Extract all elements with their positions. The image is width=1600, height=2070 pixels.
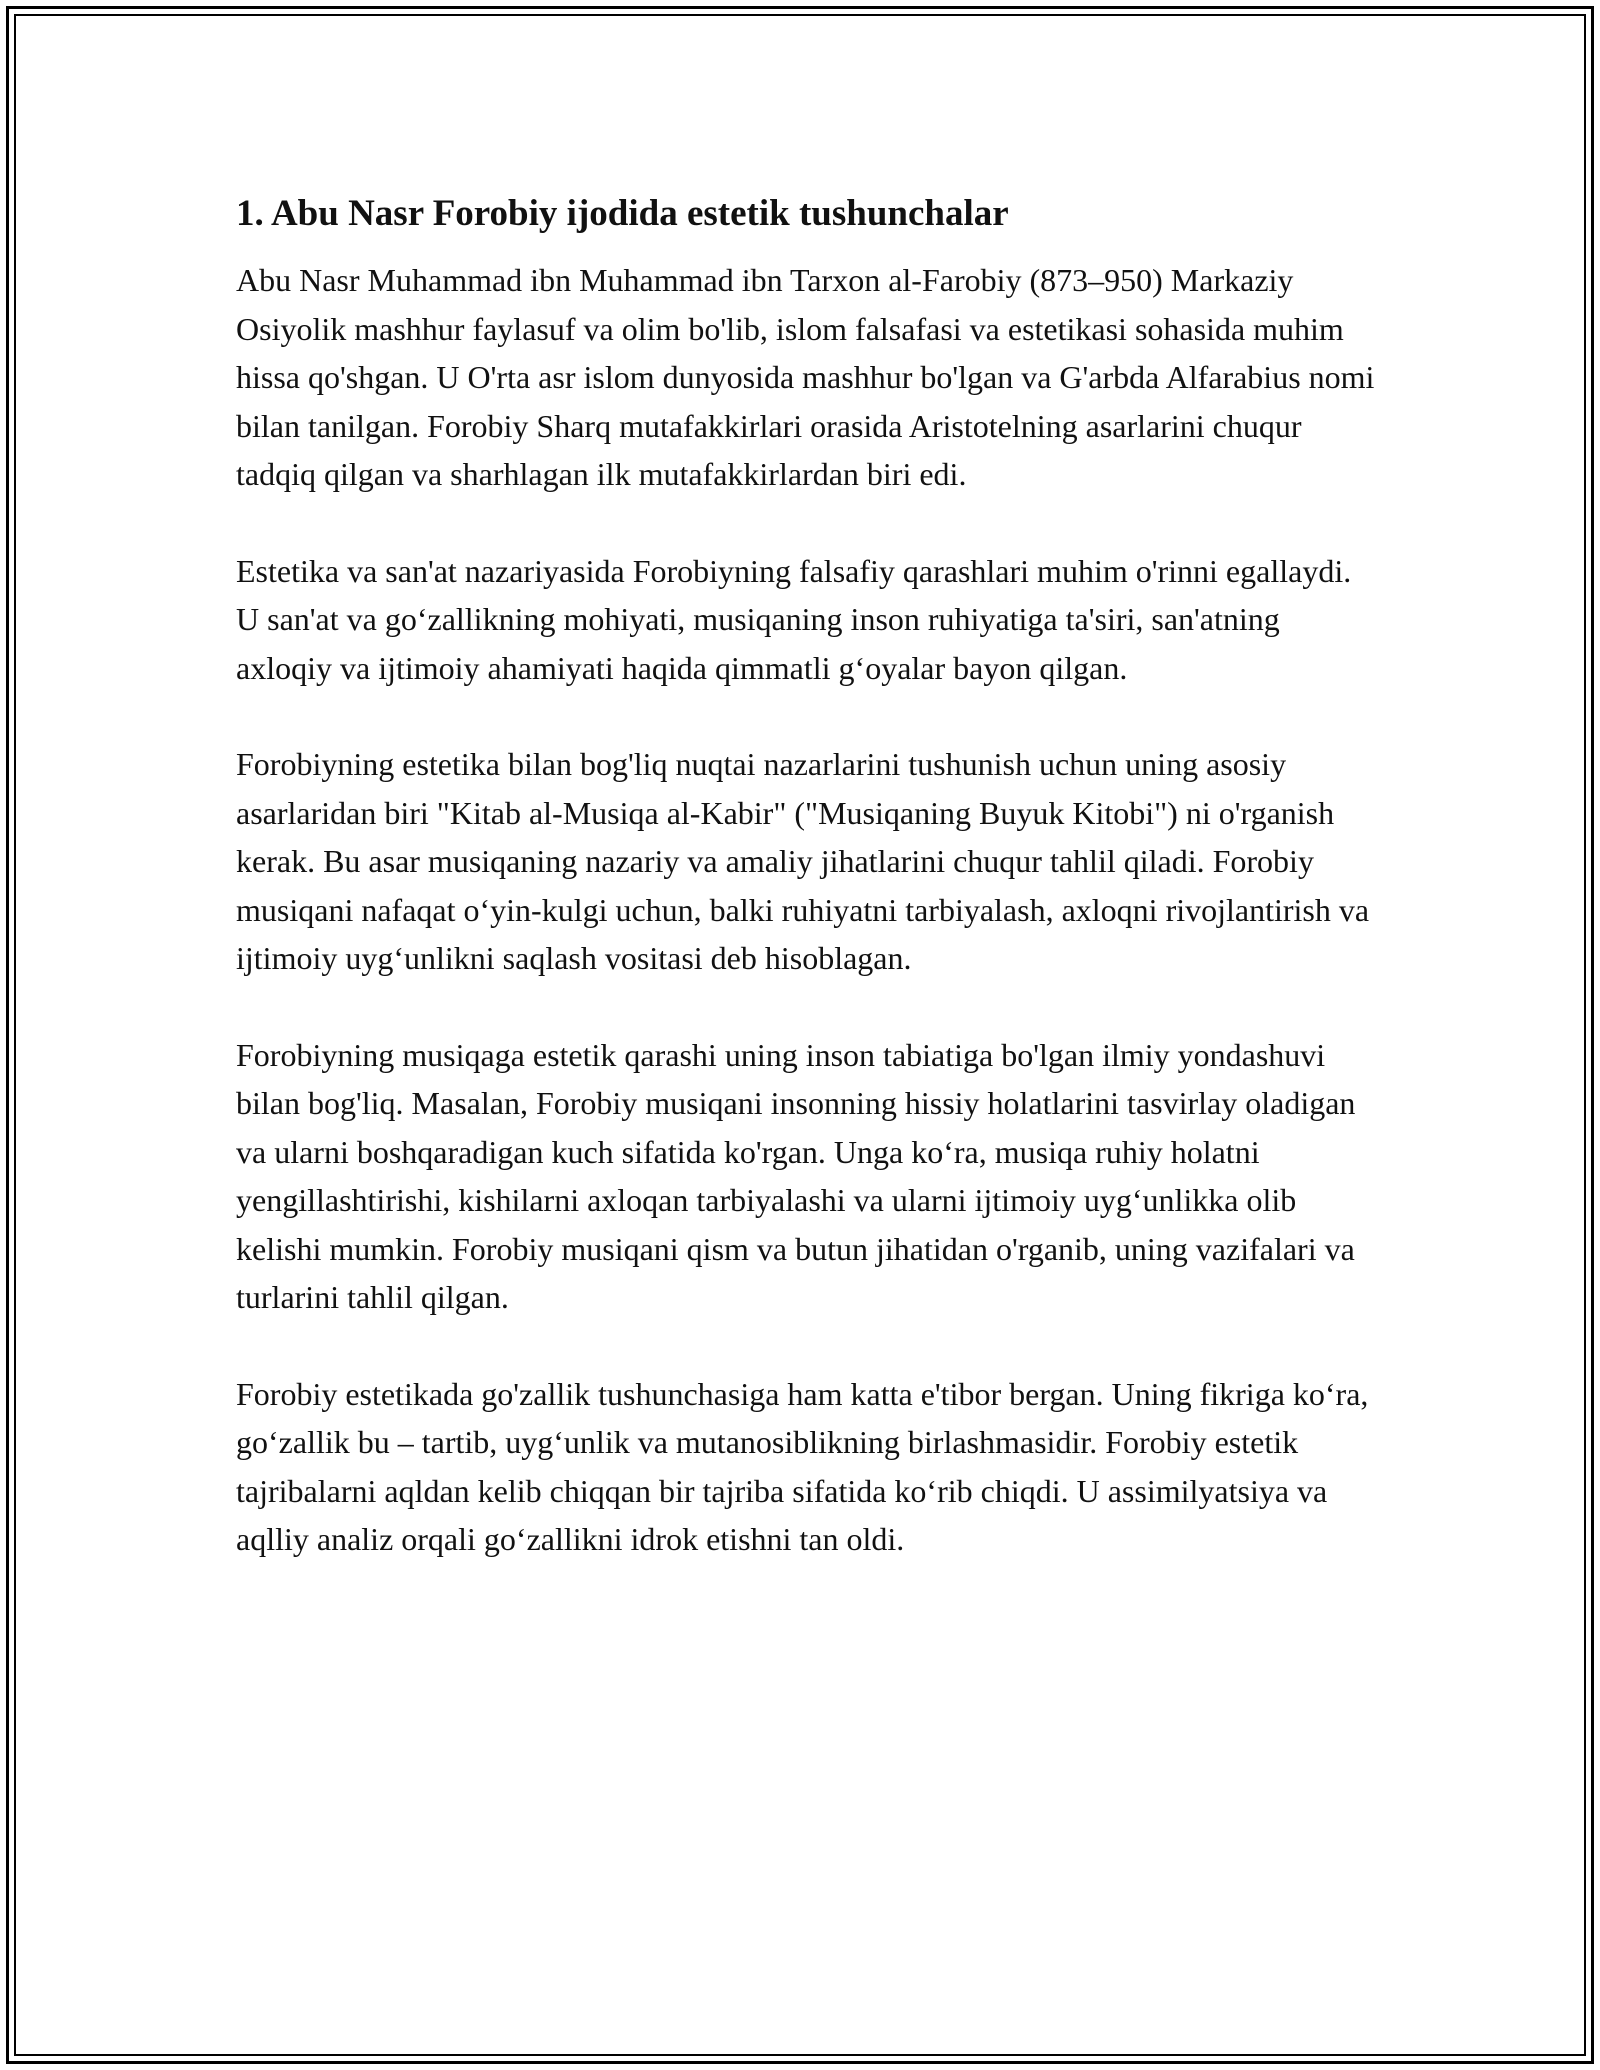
section-heading: 1. Abu Nasr Forobiy ijodida estetik tushunchalar xyxy=(236,193,1009,234)
paragraph-music-view: Forobiyning musiqaga estetik qarashi uning inson tabiatiga bo'lgan ilmiy yondashuvi bilan bog'liq. Masalan, Forobiy musiqani insonning hissiy holatlarini tasvirlay oladigan va ularni boshqaradigan kuch sifatida ko'rgan. Unga ko‘ra, musiqa ruhiy holatni yengillashtirishi, kishilarni axloqan tarbiyalashi va ularni ijtimoiy uyg‘unlikka olib kelishi mumkin. Forobiy musiqani qism va butun jihatidan o'rganib, uning vazifalari va turlarini tahlil qilgan. xyxy=(236,1036,1356,1315)
paragraph-kitab-al-musiqa: Forobiyning estetika bilan bog'liq nuqtai nazarlarini tushunish uchun uning asosiy asarlaridan biri "Kitab al-Musiqa al-Kabir" ("Musiqaning Buyuk Kitobi") ni o'rganish kerak. Bu asar musiqaning nazariy va amaliy jihatlarini chuqur tahlil qiladi. Forobiy musiqani nafaqat o‘yin-kulgi uchun, balki ruhiyatni tarbiyalash, axloqni rivojlantirish va ijtimoiy uyg‘unlikni saqlash vositasi deb hisoblagan. xyxy=(236,746,1370,976)
document-body xyxy=(236,186,1376,1612)
paragraph-intro: Abu Nasr Muhammad ibn Muhammad ibn Tarxon al-Farobiy (873–950) Markaziy Osiyolik mashhur faylasuf va olim bo'lib, islom falsafasi va estetikasi sohasida muhim hissa qo'shgan. U O'rta asr islom dunyosida mashhur bo'lgan va G'arbda Alfarabius nomi bilan tanilgan. Forobiy Sharq mutafakkirlari orasida Aristotelning asarlarini chuqur tadqiq qilgan va sharhlagan ilk mutafakkirlardan biri edi. xyxy=(236,262,1375,492)
paragraph-aesthetics: Estetika va san'at nazariyasida Forobiyning falsafiy qarashlari muhim o'rinni egallaydi. U san'at va go‘zallikning mohiyati, musiqaning inson ruhiyatiga ta'siri, san'atning axloqiy va ijtimoiy ahamiyati haqida qimmatli g‘oyalar bayon qilgan. xyxy=(236,552,1352,686)
paragraph-beauty: Forobiy estetikada go'zallik tushunchasiga ham katta e'tibor bergan. Uning fikriga ko‘ra, go‘zallik bu – tartib, uyg‘unlik va mutanosiblikning birlashmasidir. Forobiy estetik tajribalarni aqldan kelib chiqqan bir tajriba sifatida ko‘rib chiqdi. U assimilyatsiya va aqlliy analiz orqali go‘zallikni idrok etishni tan oldi. xyxy=(236,1375,1369,1557)
